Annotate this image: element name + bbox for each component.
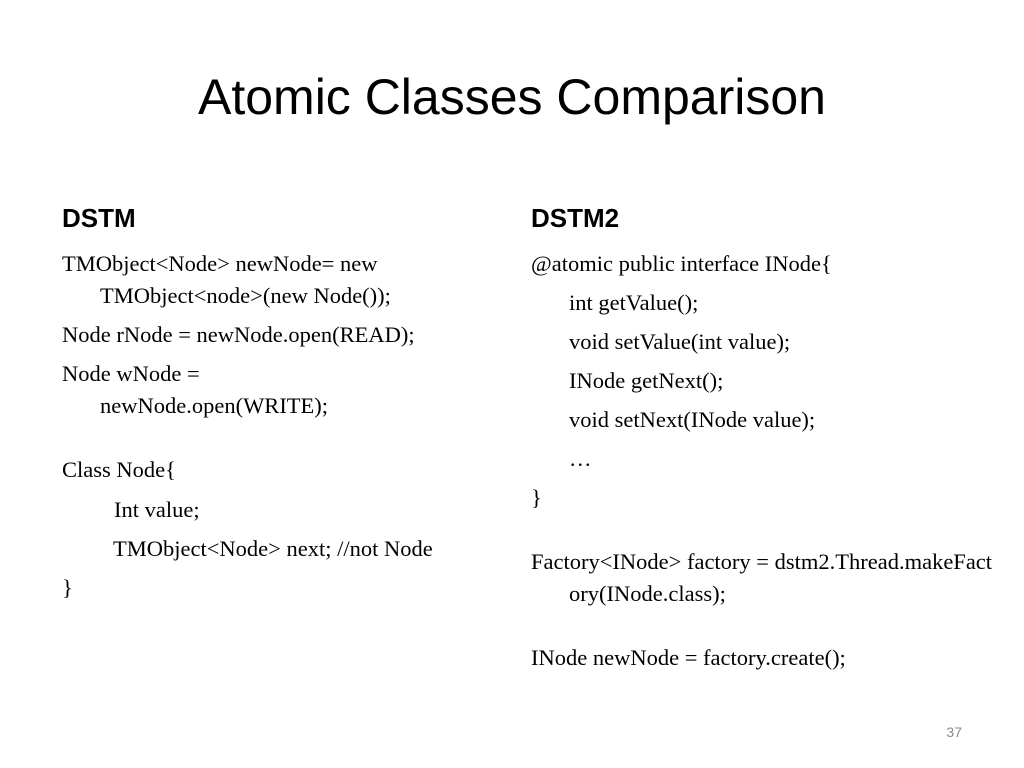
code-line: @atomic public interface INode{: [531, 251, 832, 276]
slide-title: Atomic Classes Comparison: [198, 69, 826, 125]
code-line: Int value;: [114, 497, 200, 522]
code-line: void setValue(int value);: [569, 329, 791, 354]
code-line: Class Node{: [62, 457, 176, 482]
code-line: INode newNode = factory.create();: [531, 645, 846, 670]
dstm-column-header: DSTM: [62, 203, 136, 233]
dstm-code-column: [62, 248, 502, 604]
code-line: }: [531, 485, 542, 510]
code-line: Factory<INode> factory = dstm2.Thread.makeFactory(INode.class);: [531, 549, 993, 606]
code-line: void setNext(INode value);: [569, 407, 816, 432]
code-line: Node wNode = newNode.open(WRITE);: [62, 361, 329, 418]
ellipsis-line: …: [569, 446, 592, 471]
code-line: int getValue();: [569, 290, 699, 315]
code-line: INode getNext();: [569, 368, 724, 393]
code-line: }: [62, 575, 73, 600]
code-line: TMObject<Node> next; //not Node: [113, 536, 433, 561]
dstm2-code-column: [531, 248, 993, 674]
dstm2-column-header: DSTM2: [531, 203, 620, 233]
code-line: TMObject<Node> newNode= new TMObject<node>(new Node());: [62, 251, 391, 308]
code-line: Node rNode = newNode.open(READ);: [62, 322, 415, 347]
page-number: 37: [946, 724, 962, 740]
